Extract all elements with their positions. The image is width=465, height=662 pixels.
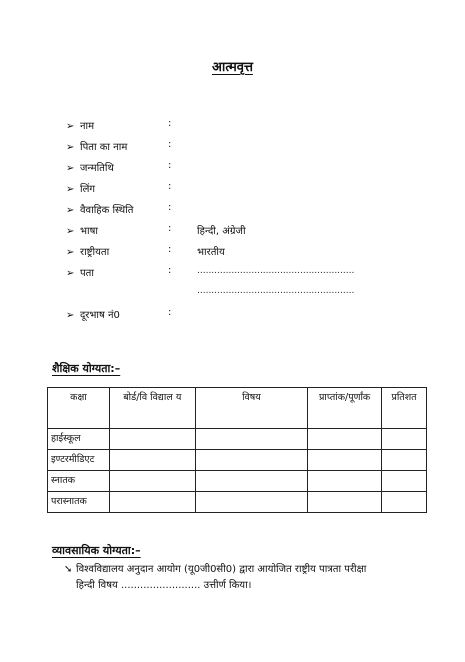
field-address: ➢ पता: [66, 268, 94, 279]
arrow-icon: ➢: [66, 121, 75, 132]
colon: :: [168, 244, 172, 255]
field-phone: ➢ दूरभाष नं0: [66, 310, 120, 321]
professional-line-1: विश्वविद्यालय अनुदान आयोग (यू0जी0सी0) द्वारा आयोजित राष्ट्रीय पात्रता परीक्षा: [76, 564, 367, 575]
nationality-value: भारतीय: [197, 247, 225, 258]
row-label: इण्टरमीडिएट: [48, 450, 110, 471]
arrow-bullet-icon: ➘: [64, 564, 73, 575]
page-title: आत्मवृत्त: [212, 60, 253, 75]
table-cell: [308, 450, 382, 471]
table-header-row: [48, 388, 427, 429]
table-cell: [109, 492, 195, 513]
row-label: हाईस्कूल: [48, 429, 110, 450]
table-cell: [109, 471, 195, 492]
professional-item: [64, 562, 394, 594]
header-class: कक्षा: [48, 388, 110, 429]
colon: :: [168, 118, 172, 129]
table-row: [48, 450, 427, 471]
colon: :: [168, 223, 172, 234]
professional-heading: व्यावसायिक योग्यता:–: [52, 544, 141, 557]
colon: :: [168, 265, 172, 276]
table-cell: [308, 429, 382, 450]
field-gender: ➢ लिंग: [66, 184, 95, 195]
header-marks: प्राप्तांक/पूर्णांक: [308, 388, 382, 429]
table-cell: [195, 450, 308, 471]
language-value: हिन्दी, अंग्रेजी: [197, 226, 246, 237]
arrow-icon: ➢: [66, 310, 75, 321]
row-label: स्नातक: [48, 471, 110, 492]
arrow-icon: ➢: [66, 205, 75, 216]
arrow-icon: ➢: [66, 163, 75, 174]
education-table: [47, 387, 427, 513]
arrow-icon: ➢: [66, 142, 75, 153]
colon: :: [168, 139, 172, 150]
professional-line-2: हिन्दी विषय ......................... उत्तीर्ण किया।: [76, 580, 252, 591]
field-nationality: ➢ राष्ट्रीयता: [66, 247, 110, 258]
address-line-2: .......................................................: [197, 286, 355, 296]
arrow-icon: ➢: [66, 226, 75, 237]
table-cell: [308, 492, 382, 513]
education-heading: शैक्षिक योग्यता:–: [52, 362, 121, 375]
header-percent: प्रतिशत: [382, 388, 427, 429]
table-cell: [195, 429, 308, 450]
table-cell: [382, 492, 427, 513]
table-row: [48, 429, 427, 450]
table-row: [48, 471, 427, 492]
arrow-icon: ➢: [66, 268, 75, 279]
table-cell: [109, 429, 195, 450]
address-line-1: .......................................................: [197, 266, 355, 276]
table-cell: [382, 429, 427, 450]
field-father-name: ➢ पिता का नाम: [66, 142, 128, 153]
table-cell: [382, 450, 427, 471]
field-language: ➢ भाषा: [66, 226, 98, 237]
header-subject: विषय: [195, 388, 308, 429]
table-cell: [109, 450, 195, 471]
arrow-icon: ➢: [66, 184, 75, 195]
table-cell: [195, 471, 308, 492]
field-marital-status: ➢ वैवाहिक स्थिति: [66, 205, 134, 216]
colon: :: [168, 181, 172, 192]
field-name: ➢ नाम: [66, 121, 95, 132]
header-board: बोर्ड/वि विद्याल य: [109, 388, 195, 429]
table-cell: [308, 471, 382, 492]
colon: :: [168, 307, 172, 318]
table-row: [48, 492, 427, 513]
arrow-icon: ➢: [66, 247, 75, 258]
table-cell: [382, 471, 427, 492]
table-cell: [195, 492, 308, 513]
colon: :: [168, 160, 172, 171]
row-label: परास्नातक: [48, 492, 110, 513]
colon: :: [168, 202, 172, 213]
field-dob: ➢ जन्मतिथि: [66, 163, 114, 174]
